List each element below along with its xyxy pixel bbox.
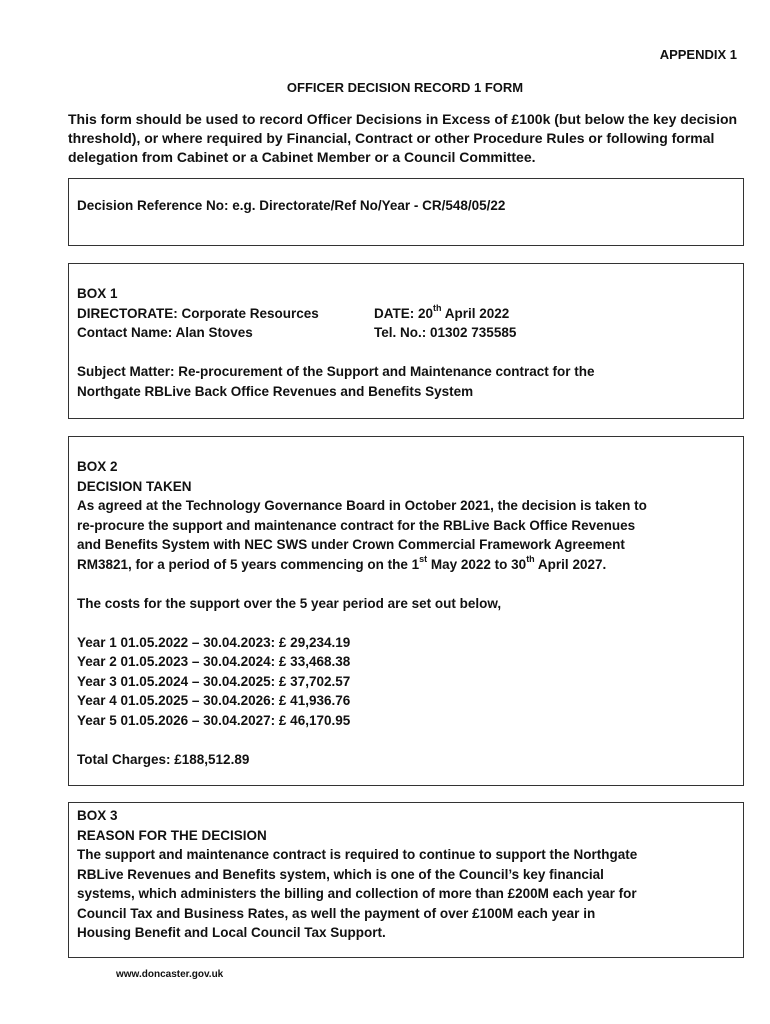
reason-text-line: systems, which administers the billing and collection of more than £200M each year for [77, 886, 637, 901]
reason-text-line: Council Tax and Business Rates, as well the payment of over £100M each year in [77, 905, 596, 921]
decision-text-line: RM3821, for a period of 5 years commencing on the 1st May 2022 to 30th April 2027. [77, 554, 607, 572]
box-1 [68, 263, 744, 419]
decision-text-line: As agreed at the Technology Governance Board in October 2021, the decision is taken to [77, 498, 647, 513]
decision-date: DATE: 20th April 2022 [374, 303, 510, 321]
costs-intro: The costs for the support over the 5 year period are set out below, [77, 595, 502, 611]
decision-reference-text: Decision Reference No: e.g. Directorate/Ref No/Year - CR/548/05/22 [77, 198, 506, 213]
directorate: DIRECTORATE: Corporate Resources [77, 305, 319, 321]
box-2 [68, 436, 744, 786]
cost-year-3: Year 3 01.05.2024 – 30.04.2025: £ 37,702.57 [77, 673, 351, 689]
box2-heading: BOX 2 [77, 459, 118, 474]
cost-year-4: Year 4 01.05.2025 – 30.04.2026: £ 41,936.76 [77, 693, 351, 708]
reason-text-line: Housing Benefit and Local Council Tax Support. [77, 925, 386, 940]
decision-text-line: and Benefits System with NEC SWS under Crown Commercial Framework Agreement [77, 537, 625, 552]
intro-paragraph: This form should be used to record Officer Decisions in Excess of £100k (but below the key decision threshold), or where required by Financial, Contract or other Procedure Rules or following formal delegation from Cabinet or a Cabinet Member or a Council Committee. [68, 111, 738, 165]
box3-heading: BOX 3 [77, 808, 118, 823]
box1-heading: BOX 1 [77, 286, 118, 301]
cost-year-1: Year 1 01.05.2022 – 30.04.2023: £ 29,234.19 [77, 634, 351, 650]
subject-matter-line: Subject Matter: Re-procurement of the Support and Maintenance contract for the [77, 364, 595, 379]
reason-heading: REASON FOR THE DECISION [77, 827, 267, 843]
telephone-number: Tel. No.: 01302 735585 [374, 325, 517, 340]
decision-reference-box [68, 178, 744, 246]
reason-text-line: RBLive Revenues and Benefits system, which is one of the Council’s key financial [77, 866, 604, 882]
subject-matter-line: Northgate RBLive Back Office Revenues and Benefits System [77, 383, 474, 399]
contact-name: Contact Name: Alan Stoves [77, 325, 253, 340]
cost-year-2: Year 2 01.05.2023 – 30.04.2024: £ 33,468.38 [77, 654, 351, 669]
reason-text-line: The support and maintenance contract is required to continue to support the Northgate [77, 847, 638, 862]
decision-taken-heading: DECISION TAKEN [77, 478, 192, 494]
decision-text-line: re-procure the support and maintenance contract for the RBLive Back Office Revenues [77, 517, 636, 533]
appendix-label: APPENDIX 1 [659, 47, 737, 62]
total-charges: Total Charges: £188,512.89 [77, 751, 250, 767]
box-3 [68, 802, 744, 958]
cost-year-5: Year 5 01.05.2026 – 30.04.2027: £ 46,170.95 [77, 712, 351, 728]
footer-url: www.doncaster.gov.uk [116, 969, 224, 980]
form-title: OFFICER DECISION RECORD 1 FORM [286, 80, 524, 95]
